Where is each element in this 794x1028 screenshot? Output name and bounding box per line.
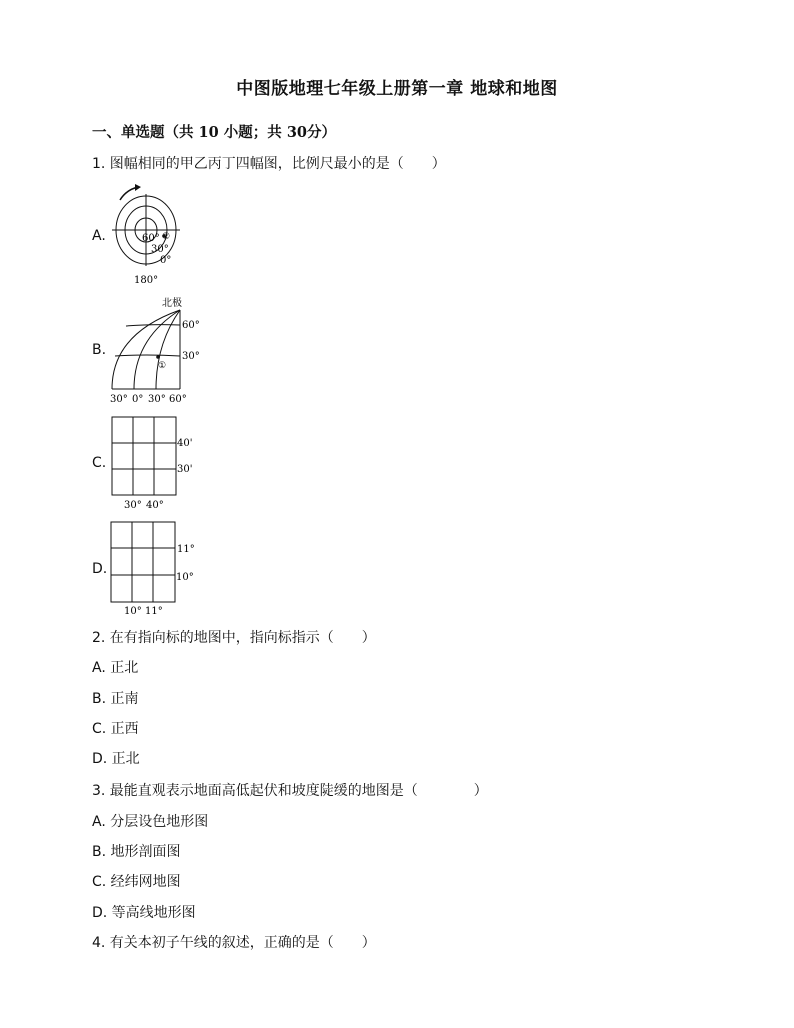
question-1-stem: 1. 图幅相同的甲乙丙丁四幅图，比例尺最小的是（ ） (92, 156, 446, 172)
fig-c-lon-40: 40° (146, 500, 164, 511)
fig-d-lat-11: 11° (177, 544, 195, 555)
question-4-stem: 4. 有关本初子午线的叙述，正确的是（ ） (92, 935, 376, 951)
question-3-stem: 3. 最能直观表示地面高低起伏和坡度陡缓的地图是（ ） (92, 783, 488, 799)
q2-option-d: D. 正北 (92, 751, 140, 767)
grid-figure-c (108, 414, 208, 514)
fig-d-lon-10: 10° (124, 606, 142, 617)
q2-option-a: A. 正北 (92, 660, 139, 676)
fig-b-lat-60: 60° (182, 320, 200, 331)
fig-a-lat-60: 60° (142, 233, 160, 244)
fig-d-lat-10: 10° (176, 572, 194, 583)
fig-a-lat-30: 30° (151, 244, 169, 255)
fig-b-lon-30w: 30° (110, 394, 128, 405)
fig-c-lat-30: 30' (177, 464, 193, 475)
fig-c-lon-30: 30° (124, 500, 142, 511)
fig-b-mark-1: ① (158, 361, 167, 371)
section-heading: 一、单选题（共 10 小题；共 30分） (92, 124, 336, 141)
q1-option-c-label: C. (92, 455, 107, 471)
fig-b-lon-60: 60° (169, 394, 187, 405)
q1-option-b-label: B. (92, 342, 107, 358)
fig-a-mark-2: ② (162, 232, 171, 242)
grid-figure-d (108, 518, 208, 618)
fig-d-lon-11: 11° (145, 606, 163, 617)
q1-option-a-label: A. (92, 228, 106, 244)
fig-b-north-pole: 北极 (162, 298, 182, 309)
fig-a-lon-180: 180° (134, 275, 159, 286)
fig-b-lon-0: 0° (132, 394, 144, 405)
q2-option-b: B. 正南 (92, 691, 139, 707)
fig-b-lon-30e: 30° (148, 394, 166, 405)
fig-b-lat-30: 30° (182, 351, 200, 362)
document-title: 中图版地理七年级上册第一章 地球和地图 (236, 79, 558, 99)
q3-option-a: A. 分层设色地形图 (92, 814, 209, 830)
question-2-stem: 2. 在有指向标的地图中，指向标指示（ ） (92, 630, 376, 646)
polar-map-figure-a (108, 182, 198, 286)
fig-a-lat-0: 0° (160, 255, 172, 266)
q3-option-d: D. 等高线地形图 (92, 905, 196, 921)
fig-c-lat-40: 40' (177, 438, 193, 449)
q2-option-c: C. 正西 (92, 721, 139, 737)
q1-option-d-label: D. (92, 561, 108, 577)
graticule-figure-b (106, 294, 206, 406)
q3-option-b: B. 地形剖面图 (92, 844, 181, 860)
q3-option-c: C. 经纬网地图 (92, 874, 181, 890)
